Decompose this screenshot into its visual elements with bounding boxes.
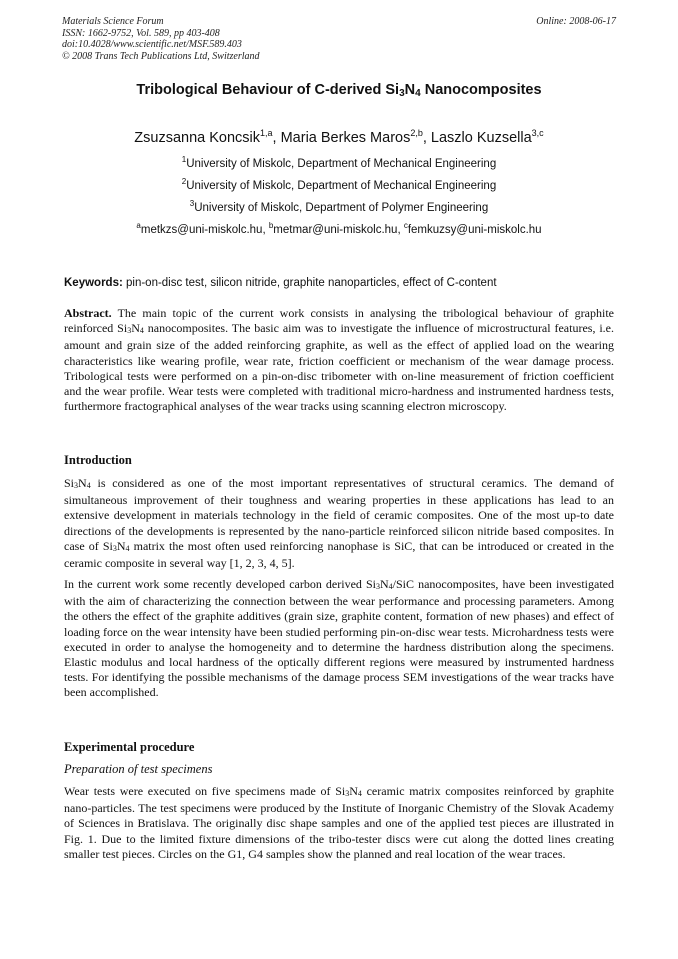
intro-paragraph-1: $Si_3N_4$ is considered as one of the most important representatives of structural ceramics. The demand of simultaneous improvement of their toughness and wearing properties in these applications has lead to an extensive development in materials technology in the field of ceramic composites. One of the most up-to date directions of the developments is represented by the nano-particle reinforced silicon nitride based composites. In case of $Si_3N_4$ matrix the most often used reinforcing nanophase is SiC, that can be introduced or created in the ceramic composite in several way [1, 2, 3, 4, 5]. [64, 476, 614, 571]
intro-paragraph-2: In the current work some recently developed carbon derived $Si_3N_4$/SiC nanocomposites, have been investigated with the aim of characterizing the connection between the wear performance and processing parameters. Among the others the effect of the graphite additives (grain size, graphite content, formation of new phases) and effect of loading force on the wear intensity have been studied performing pin-on-disc wear tests. Microhardness tests were executed in order to analyse the homogeneity and to determine the hardness distribution along the specimens. Elastic modulus and local hardness of the optically different regions were measured by instrumented hardness tests. For identifying the possible mechanisms of the damage process SEM investigations of the wear tracks have been accomplished. [64, 577, 614, 700]
journal-doi: doi:10.4028/www.scientific.net/MSF.589.403 [62, 39, 242, 50]
journal-name: Materials Science Forum [62, 16, 164, 27]
journal-issn: ISSN: 1662-9752, Vol. 589, pp 403-408 [62, 27, 220, 39]
affiliation-1: $^1$University of Miskolc, Department of Mechanical Engineering [181, 155, 497, 170]
author-name: , Laszlo Kuzsella [422, 130, 532, 146]
journal-header [62, 16, 260, 62]
section-heading-experimental: Experimental procedure [64, 740, 195, 754]
subsection-heading: Preparation of test specimens [64, 762, 213, 776]
paper-title: Tribological Behaviour of C-derived $Si_3N_4$ Nanocomposites [136, 82, 542, 99]
abstract: Abstract. The main topic of the current work consists in analysing the tribological behaviour of graphite reinforced $Si_3N_4$ nanocomposites. The basic aim was to investigate the influence of microstructural features, i.e. amount and grain size of the added reinforcing graphite, as well as the effect of applied load on the wearing characteristics like wearing profile, wear rate, friction coefficient or mechanism of the wear damage process. Tribological tests were performed on a pin-on-disc tribometer with on-line measurement of friction coefficient and the wear profile. Wear tests were completed with traditional micro-hardness and instrumented hardness tests, furthermore fractographical analyses of the wear tracks using scanning electron microscopy. [64, 306, 614, 414]
author-emails: $^a$metkzs@uni-miskolc.hu, $^b$metmar@uni-miskolc.hu, $^c$femkuzsy@uni-miskolc.hu [136, 221, 542, 236]
author-name: , Maria Berkes Maros [272, 130, 411, 146]
journal-copyright: © 2008 Trans Tech Publications Ltd, Switzerland [62, 50, 260, 62]
email-link: metkzs@uni-miskolc.hu, [140, 224, 269, 236]
email-link: metmar@uni-miskolc.hu, [273, 224, 404, 236]
affiliation-2: $^2$University of Miskolc, Department of Mechanical Engineering [181, 177, 497, 192]
experimental-paragraph-1: Wear tests were executed on five specimens made of $Si_3N_4$ ceramic matrix composites reinforced by graphite nano-particles. The test specimens were produced by the Institute of Inorganic Chemistry of the Slovak Academy of Sciences in Bratislava. The originally disc shape samples and one of the applied test pieces are illustrated in Fig. 1. Due to the limited fixture dimensions of the tribo-tester discs were cut along the dotted lines creating smaller test pieces. Circles on the G1, G4 samples show the planned and real location of the wear traces. [64, 784, 615, 861]
online-date: Online: 2008-06-17 [536, 16, 616, 27]
email-link: femkuzsy@uni-miskolc.hu [407, 224, 542, 236]
author-name: Zsuzsanna Koncsik [134, 130, 261, 146]
keywords: Keywords: pin-on-disc test, silicon nitride, graphite nanoparticles, effect of C-content [64, 277, 497, 289]
section-heading-introduction: Introduction [64, 453, 132, 467]
author-list: Zsuzsanna Koncsik$^{1,a}$, Maria Berkes Maros$^{2,b}$, Laszlo Kuzsella$^{3,c}$ [134, 128, 544, 146]
affiliation-3: $^3$University of Miskolc, Department of Polymer Engineering [189, 199, 489, 214]
